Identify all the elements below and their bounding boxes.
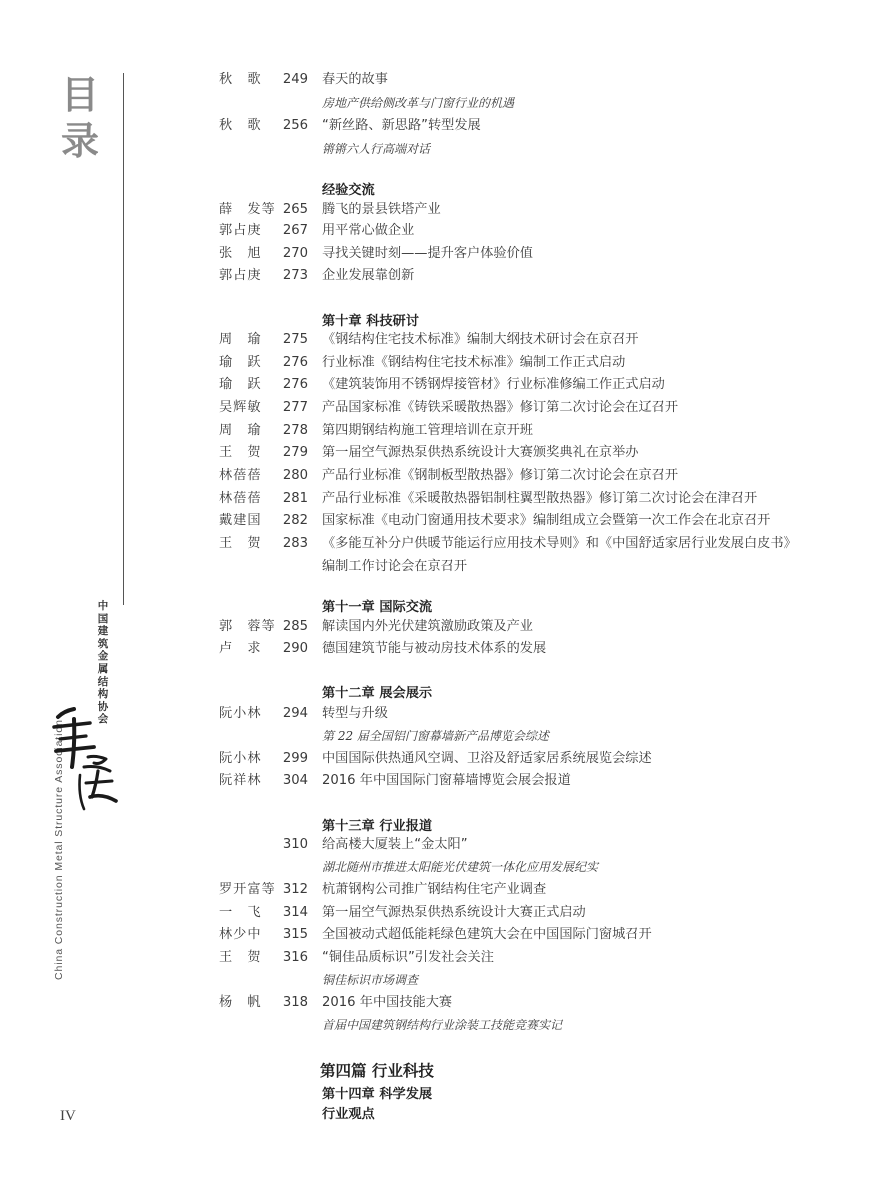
entry-title: 企业发展靠创新: [322, 268, 415, 283]
entry-page: 285: [282, 619, 308, 634]
toc-entry[interactable]: [0, 638, 891, 660]
entry-author: 王 贺: [219, 536, 262, 551]
entry-page: 290: [282, 641, 308, 656]
toc-entry-continuation[interactable]: [0, 556, 891, 578]
entry-page: 273: [282, 268, 308, 283]
toc-entry[interactable]: [0, 397, 891, 419]
entry-author: 秋 歌: [219, 118, 262, 133]
toc-entry[interactable]: [0, 69, 891, 91]
entry-title: 产品国家标准《铸铁采暖散热器》修订第二次讨论会在辽召开: [322, 400, 679, 415]
entry-title: “铜佳品质标识”引发社会关注: [322, 950, 494, 965]
entry-title: 第四期钢结构施工管理培训在京开班: [322, 423, 533, 438]
entry-author: 卢 求: [219, 641, 262, 656]
assoc-char: 金: [97, 650, 109, 663]
part-heading: 第四篇 行业科技: [320, 1062, 434, 1080]
entry-title: 转型与升级: [322, 706, 388, 721]
entry-subtitle: 第 22 届全国铝门窗幕墙新产品博览会综述: [322, 729, 549, 743]
chapter-heading: 第十一章 国际交流: [322, 600, 433, 615]
entry-title: “新丝路、新思路”转型发展: [322, 118, 481, 133]
toc-entry[interactable]: [0, 879, 891, 901]
entry-title: 春天的故事: [322, 72, 388, 87]
entry-author: 阮小林: [219, 706, 262, 721]
entry-author: 周 瑜: [219, 332, 262, 347]
toc-entry[interactable]: [0, 924, 891, 946]
entry-title: 中国国际供热通风空调、卫浴及舒适家居系统展览会综述: [322, 751, 652, 766]
entry-author: 吴辉敏: [219, 400, 262, 415]
side-title-char: 录: [60, 119, 99, 163]
toc-entry[interactable]: [0, 199, 891, 221]
assoc-char: 中: [97, 600, 109, 612]
assoc-char: 构: [97, 688, 109, 701]
toc-entry[interactable]: [0, 374, 891, 396]
entry-author: 郭 蓉等: [219, 619, 276, 634]
toc-entry[interactable]: [0, 770, 891, 792]
entry-title: 第一届空气源热泵供热系统设计大赛颁奖典礼在京举办: [322, 445, 639, 460]
toc-entry[interactable]: [0, 329, 891, 351]
toc-entry[interactable]: [0, 488, 891, 510]
toc-entry[interactable]: [0, 510, 891, 532]
entry-title: 《建筑装饰用不锈钢焊接管材》行业标准修编工作正式启动: [322, 377, 665, 392]
toc-entry[interactable]: [0, 465, 891, 487]
assoc-char: 国: [97, 612, 109, 625]
assoc-char: 结: [97, 675, 109, 688]
entry-subtitle: 锵锵六人行高端对话: [322, 142, 431, 156]
entry-page: 276: [282, 377, 308, 392]
entry-title: 国家标准《电动门窗通用技术要求》编制组成立会暨第一次工作会在北京召开: [322, 513, 771, 528]
entry-page: 278: [282, 423, 308, 438]
entry-author: 秋 歌: [219, 72, 262, 87]
entry-title: 编制工作讨论会在京召开: [322, 559, 468, 574]
toc-entry[interactable]: [0, 420, 891, 442]
entry-author: 王 贺: [219, 445, 262, 460]
subsection-heading: 行业观点: [322, 1107, 375, 1122]
entry-title: 寻找关键时刻——提升客户体验价值: [322, 246, 533, 261]
entry-page: 265: [282, 202, 308, 217]
toc-entry[interactable]: [0, 834, 891, 856]
toc-entry[interactable]: [0, 442, 891, 464]
entry-title: 产品行业标准《采暖散热器铝制柱翼型散热器》修订第二次讨论会在津召开: [322, 491, 758, 506]
entry-title: 《钢结构住宅技术标准》编制大纲技术研讨会在京召开: [322, 332, 639, 347]
entry-title: 2016 年中国国际门窗幕墙博览会展会报道: [322, 773, 571, 788]
entry-title: 腾飞的景县铁塔产业: [322, 202, 441, 217]
entry-page: 312: [282, 882, 308, 897]
entry-title: 产品行业标准《钢制板型散热器》修订第二次讨论会在京召开: [322, 468, 679, 483]
entry-page: 256: [282, 118, 308, 133]
entry-page: 276: [282, 355, 308, 370]
toc-entry[interactable]: [0, 947, 891, 969]
assoc-char: 会: [97, 713, 109, 726]
entry-subtitle: 湖北随州市推进太阳能光伏建筑一体化应用发展纪实: [322, 860, 599, 874]
entry-page: 249: [282, 72, 308, 87]
entry-title: 杭萧钢构公司推广钢结构住宅产业调查: [322, 882, 547, 897]
page-number: IV: [60, 1108, 76, 1124]
entry-page: 270: [282, 246, 308, 261]
entry-author: 郭占庚: [219, 223, 262, 238]
entry-author: 阮小林: [219, 751, 262, 766]
entry-author: 戴建国: [219, 513, 262, 528]
entry-author: 周 瑜: [219, 423, 262, 438]
entry-author: 一 飞: [219, 905, 262, 920]
toc-entry[interactable]: [0, 243, 891, 265]
toc-entry[interactable]: [0, 265, 891, 287]
entry-author: 林蓓蓓: [219, 491, 262, 506]
entry-author: 杨 帆: [219, 995, 262, 1010]
entry-page: 294: [282, 706, 308, 721]
entry-title: 给高楼大厦装上“金太阳”: [322, 837, 468, 852]
assoc-char: 协: [97, 700, 109, 713]
entry-page: 299: [282, 751, 308, 766]
entry-title: 全国被动式超低能耗绿色建筑大会在中国国际门窗城召开: [322, 927, 652, 942]
entry-author: 薛 发等: [219, 202, 276, 217]
chapter-heading: 第十二章 展会展示: [322, 686, 433, 701]
entry-page: 283: [282, 536, 308, 551]
chapter-heading: 第十章 科技研讨: [322, 314, 419, 329]
entry-title: 2016 年中国技能大赛: [322, 995, 453, 1010]
entry-page: 267: [282, 223, 308, 238]
entry-subtitle: 房地产供给侧改革与门窗行业的机遇: [322, 96, 515, 110]
entry-title: 德国建筑节能与被动房技术体系的发展: [322, 641, 547, 656]
entry-subtitle: 铜佳标识市场调查: [322, 973, 419, 987]
entry-page: 279: [282, 445, 308, 460]
entry-author: 瑜 跃: [219, 355, 262, 370]
section-heading: 经验交流: [322, 183, 375, 198]
entry-title: 《多能互补分户供暖节能运行应用技术导则》和《中国舒适家居行业发展白皮书》: [322, 536, 797, 551]
toc-entry[interactable]: [0, 352, 891, 374]
entry-author: 林蓓蓓: [219, 468, 262, 483]
entry-page: 316: [282, 950, 308, 965]
toc-entry[interactable]: [0, 748, 891, 770]
assoc-char: 筑: [97, 637, 109, 650]
entry-page: 314: [282, 905, 308, 920]
assoc-char: 属: [97, 662, 109, 675]
toc-entry[interactable]: [0, 616, 891, 638]
toc-entry[interactable]: [0, 992, 891, 1014]
toc-entry[interactable]: [0, 533, 891, 555]
side-title-char: 目: [60, 73, 99, 117]
toc-entry[interactable]: [0, 115, 891, 137]
entry-author: 林少中: [219, 927, 262, 942]
entry-page: 281: [282, 491, 308, 506]
chapter-heading: 第十三章 行业报道: [322, 819, 433, 834]
toc-entry[interactable]: [0, 220, 891, 242]
entry-page: 277: [282, 400, 308, 415]
toc-entry[interactable]: [0, 700, 891, 725]
entry-author: 王 贺: [219, 950, 262, 965]
entry-page: 304: [282, 773, 308, 788]
entry-author: 张 旭: [219, 246, 262, 261]
assoc-char: 建: [97, 625, 109, 638]
toc-entry[interactable]: [0, 902, 891, 924]
entry-page: 280: [282, 468, 308, 483]
entry-title: 用平常心做企业: [322, 223, 415, 238]
entry-title: 第一届空气源热泵供热系统设计大赛正式启动: [322, 905, 586, 920]
entry-page: 275: [282, 332, 308, 347]
entry-author: 瑜 跃: [219, 377, 262, 392]
entry-subtitle: 首届中国建筑钢结构行业涂装工技能竞赛实记: [322, 1018, 563, 1032]
entry-page: 282: [282, 513, 308, 528]
entry-author: 郭占庚: [219, 268, 262, 283]
entry-page: 318: [282, 995, 308, 1010]
entry-author: 阮祥林: [219, 773, 262, 788]
association-name-en: China Construction Metal Structure Association: [53, 719, 65, 980]
entry-author: 罗开富等: [219, 882, 276, 897]
entry-page: 310: [282, 837, 308, 852]
chapter-heading: 第十四章 科学发展: [322, 1087, 433, 1102]
entry-title: 行业标准《钢结构住宅技术标准》编制工作正式启动: [322, 355, 626, 370]
entry-page: 315: [282, 927, 308, 942]
entry-title: 解读国内外光伏建筑激励政策及产业: [322, 619, 533, 634]
